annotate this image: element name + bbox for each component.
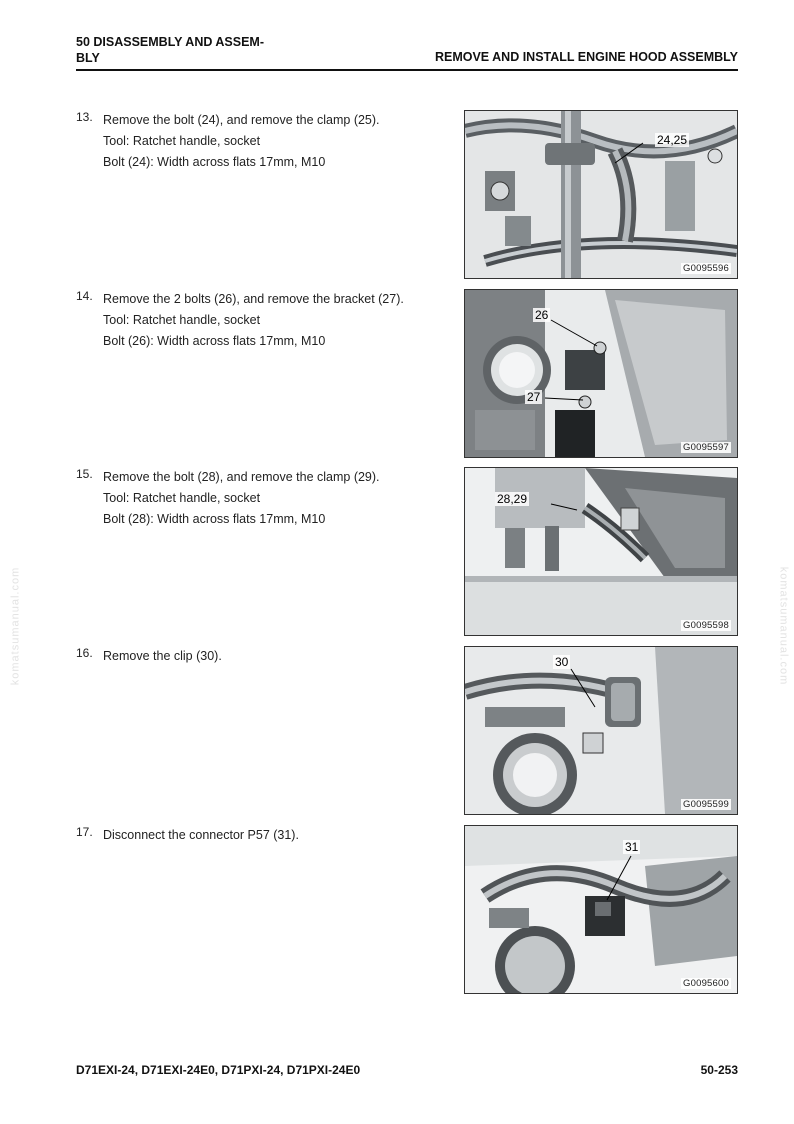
section-title — [76, 34, 296, 66]
callout-label: 30 — [555, 655, 569, 669]
engine-illustration — [465, 111, 737, 278]
step-bolt-spec: Bolt (26): Width across flats 17mm, M10 — [103, 334, 326, 348]
figure-id: G0095600 — [683, 978, 729, 989]
step-instruction: Remove the clip (30). — [103, 649, 222, 663]
callout-label: 24,25 — [657, 133, 688, 147]
step-number: 15. — [76, 467, 93, 481]
footer-page-number: 50-253 — [700, 1063, 738, 1077]
step-tool: Tool: Ratchet handle, socket — [103, 491, 261, 505]
step-15 — [76, 467, 426, 530]
step-bolt-spec: Bolt (24): Width across flats 17mm, M10 — [103, 155, 326, 169]
step-16 — [76, 646, 426, 667]
header-divider — [76, 69, 738, 71]
section-title-line2: BLY — [76, 51, 100, 65]
figure-id: G0095599 — [683, 799, 729, 810]
step-number: 17. — [76, 825, 93, 839]
watermark-left: komatsumanual.com — [9, 566, 22, 686]
figure-step-14 — [464, 289, 738, 458]
engine-illustration — [465, 647, 737, 814]
figure-step-13 — [464, 110, 738, 279]
page-title: REMOVE AND INSTALL ENGINE HOOD ASSEMBLY — [434, 50, 738, 64]
step-instruction: Remove the bolt (24), and remove the clamp (25). — [103, 113, 380, 127]
step-tool: Tool: Ratchet handle, socket — [103, 313, 261, 327]
watermark-right: komatsumanual.com — [776, 566, 789, 686]
engine-illustration — [465, 826, 737, 993]
step-tool: Tool: Ratchet handle, socket — [103, 134, 261, 148]
figure-id: G0095596 — [683, 263, 729, 274]
step-number: 13. — [76, 110, 93, 124]
step-number: 16. — [76, 646, 93, 660]
callout-label: 28,29 — [497, 492, 528, 506]
step-instruction: Disconnect the connector P57 (31). — [103, 828, 299, 842]
callout-label: 27 — [527, 390, 541, 404]
figure-id: G0095598 — [683, 620, 729, 631]
step-14 — [76, 289, 426, 352]
callout-label: 26 — [535, 308, 549, 322]
footer-models: D71EXI-24, D71EXI-24E0, D71PXI-24, D71PXI-24E0 — [76, 1063, 361, 1077]
step-17 — [76, 825, 426, 846]
step-instruction: Remove the 2 bolts (26), and remove the bracket (27). — [103, 292, 404, 306]
figure-step-16 — [464, 646, 738, 815]
figure-id: G0095597 — [683, 442, 729, 453]
callout-label: 31 — [625, 840, 639, 854]
step-13 — [76, 110, 426, 173]
engine-illustration — [465, 290, 737, 457]
figure-step-17 — [464, 825, 738, 994]
step-number: 14. — [76, 289, 93, 303]
step-instruction: Remove the bolt (28), and remove the clamp (29). — [103, 470, 380, 484]
step-bolt-spec: Bolt (28): Width across flats 17mm, M10 — [103, 512, 326, 526]
figure-step-15 — [464, 467, 738, 636]
section-title-line1: 50 DISASSEMBLY AND ASSEM- — [76, 35, 265, 49]
